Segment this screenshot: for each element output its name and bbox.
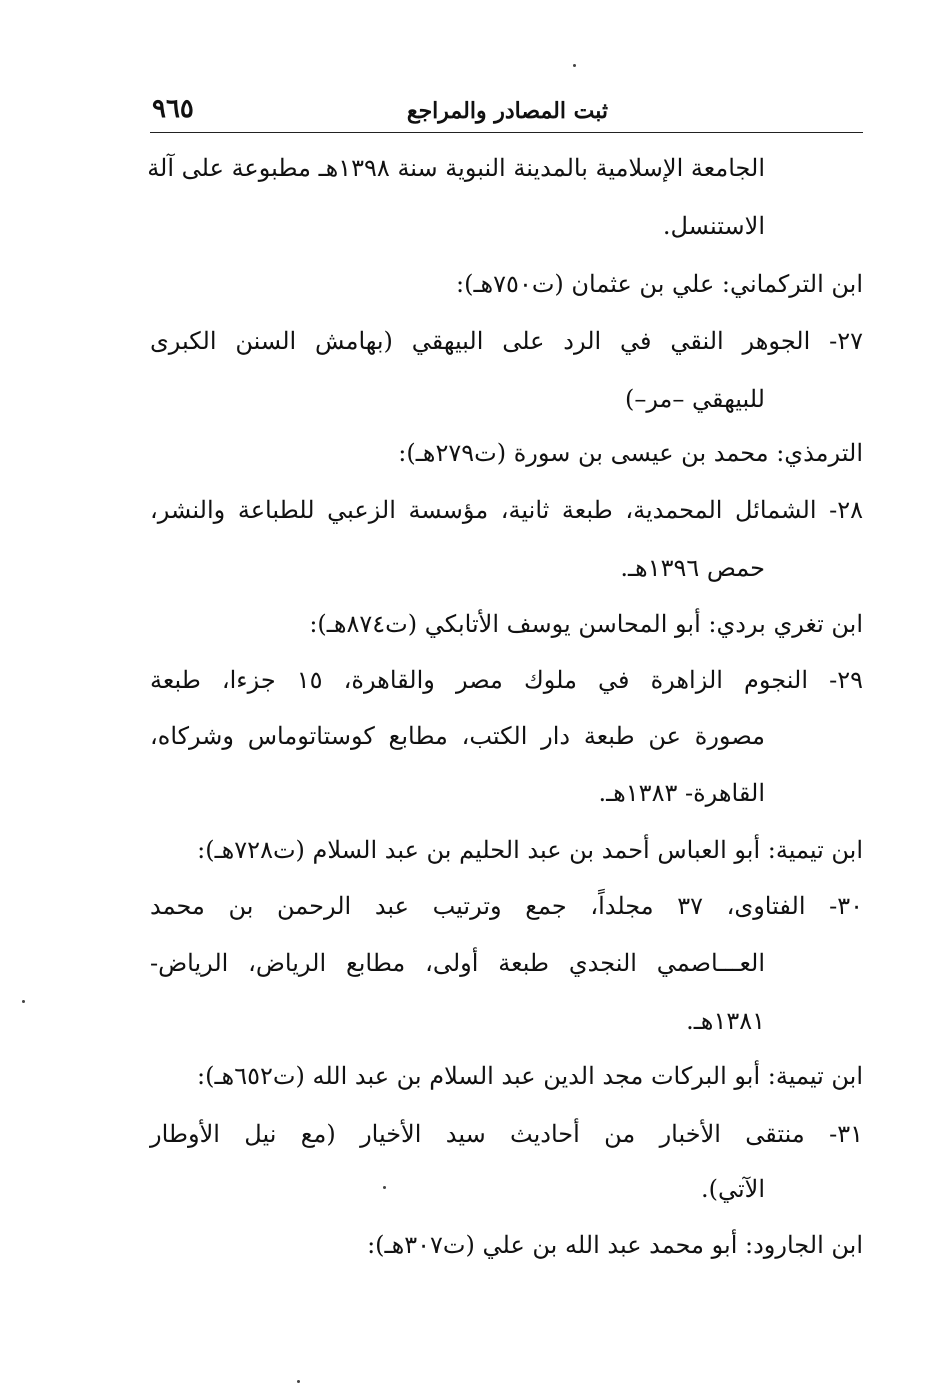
running-title: ثبت المصادر والمراجع xyxy=(406,98,608,124)
text-line: حمص ١٣٩٦هـ. xyxy=(620,554,765,582)
author-heading: ابن تغري بردي: أبو المحاسن يوسف الأتابكي (ت٨٧٤هـ): xyxy=(309,610,863,638)
scan-speck xyxy=(573,64,576,67)
text-line: القاهرة- ١٣٨٣هـ. xyxy=(598,779,765,807)
scan-speck xyxy=(22,1000,25,1003)
text-line: ١٣٨١هـ. xyxy=(686,1007,765,1035)
author-heading: ابن تيمية: أبو البركات مجد الدين عبد السلام بن عبد الله (ت٦٥٢هـ): xyxy=(197,1062,863,1090)
text-line: مصورة عن طبعة دار الكتب، مطابع كوستاتوماس وشركاه، xyxy=(150,722,765,750)
text-line: الآتي). xyxy=(700,1175,765,1203)
author-heading: ابن الجارود: أبو محمد عبد الله بن علي (ت٣٠٧هـ): xyxy=(367,1231,863,1259)
page-header xyxy=(150,92,863,133)
page-number: ٩٦٥ xyxy=(152,94,194,124)
entry-30: ٣٠- الفتاوى، ٣٧ مجلداً، جمع وترتيب عبد الرحمن بن محمد xyxy=(150,892,863,920)
entry-31: ٣١- منتقى الأخبار من أحاديث سيد الأخيار (مع نيل الأوطار xyxy=(150,1120,863,1148)
author-heading: ابن تيمية: أبو العباس أحمد بن عبد الحليم بن عبد السلام (ت٧٢٨هـ): xyxy=(197,836,863,864)
entry-28: ٢٨- الشمائل المحمدية، طبعة ثانية، مؤسسة الزعبي للطباعة والنشر، xyxy=(150,496,863,524)
scan-speck xyxy=(297,1380,300,1383)
text-line: العـــاصمي النجدي طبعة أولى، مطابع الرياض، الرياض- xyxy=(150,949,765,977)
author-heading: الترمذي: محمد بن عيسى بن سورة (ت٢٧٩هـ): xyxy=(398,439,863,467)
text-line: للبيهقي –مر–) xyxy=(624,385,765,413)
text-line: الجامعة الإسلامية بالمدينة النبوية سنة ١٣٩٨هـ مطبوعة على آلة xyxy=(147,154,765,182)
scan-speck xyxy=(383,1186,386,1189)
author-heading: ابن التركماني: علي بن عثمان (ت٧٥٠هـ): xyxy=(456,270,863,298)
entry-29: ٢٩- النجوم الزاهرة في ملوك مصر والقاهرة، ١٥ جزءا، طبعة xyxy=(150,666,863,694)
text-line: الاستنسل. xyxy=(662,212,765,240)
entry-27: ٢٧- الجوهر النقي في الرد على البيهقي (بهامش السنن الكبرى xyxy=(150,327,863,355)
